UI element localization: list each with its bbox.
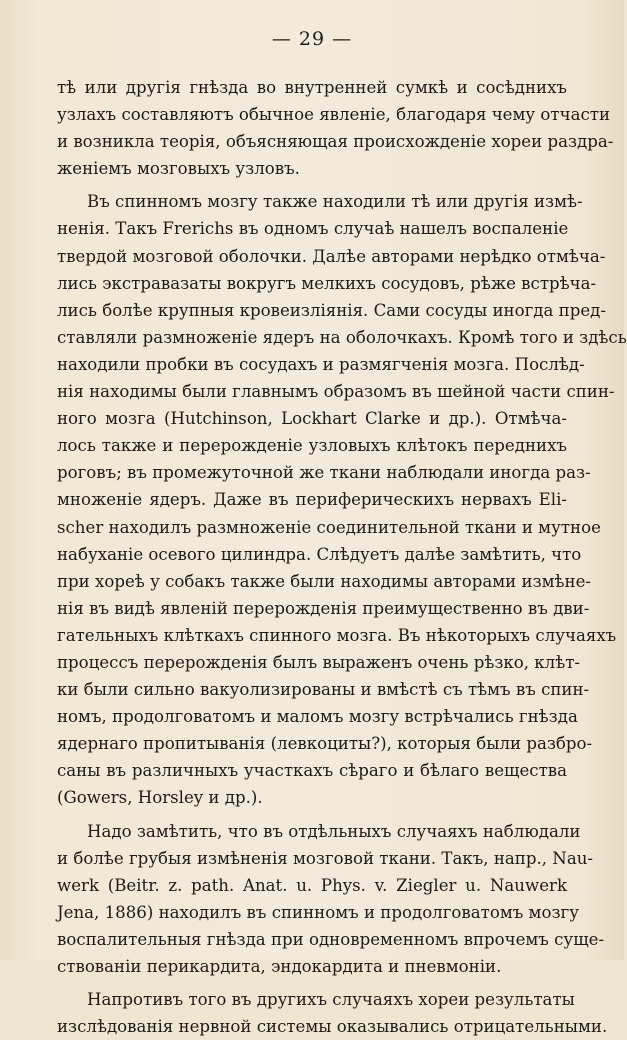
text-line: лись экстравазаты вокругъ мелкихъ сосудовъ, рѣже встрѣча- (57, 273, 597, 293)
text-line: изслѣдованія нервной системы оказывались отрицательными. (57, 1017, 608, 1037)
text-line: ненія. Такъ Frerichs въ одномъ случаѣ нашелъ воспаленіе (57, 219, 569, 239)
text-line: узлахъ составляютъ обычное явленіе, благодаря чему отчасти (57, 105, 610, 125)
text-line: лось также и перерожденіе узловыхъ клѣтокъ переднихъ (57, 436, 567, 456)
text-line: ки были сильно вакуолизированы и вмѣстѣ съ тѣмъ въ спин- (57, 680, 590, 700)
text-line: Напротивъ того въ другихъ случаяхъ хореи результаты (87, 990, 575, 1010)
text-line: ставляли размноженіе ядеръ на оболочкахъ. Кромѣ того и здѣсь (57, 327, 627, 347)
paragraph (57, 986, 608, 1040)
text-line: множеніе ядеръ. Даже въ периферическихъ нервахъ Eli- (57, 490, 567, 510)
text-line: набуханіе осевого цилиндра. Слѣдуетъ далѣе замѣтить, что (57, 544, 582, 564)
page-number: — 29 — (271, 28, 353, 50)
text-line: нія въ видѣ явленій перерожденія преимущественно въ дви- (57, 598, 590, 618)
text-line: нія находимы были главнымъ образомъ въ шейной части спин- (57, 382, 615, 402)
text-line: и болѣе грубыя измѣненія мозговой ткани. Такъ, напр., Nau- (57, 848, 594, 868)
text-line: гательныхъ клѣткахъ спинного мозга. Въ нѣкоторыхъ случаяхъ (57, 625, 617, 645)
text-line: ного мозга (Hutchinson, Lockhart Clarke и др.). Отмѣча- (57, 409, 567, 429)
text-line: саны въ различныхъ участкахъ сѣраго и бѣлаго вещества (57, 761, 567, 781)
text-line: Въ спинномъ мозгу также находили тѣ или другія измѣ- (87, 192, 583, 212)
paragraph (57, 74, 614, 182)
text-line: процессъ перерожденія былъ выраженъ очень рѣзко, клѣт- (57, 652, 580, 672)
text-line: werk (Beitr. z. path. Anat. u. Phys. v. Ziegler u. Nauwerk (57, 875, 567, 895)
text-line: и возникла теорія, объясняющая происхожденіе хореи раздра- (57, 132, 614, 152)
text-line: лись болѣе крупныя кровеизліянія. Сами сосуды иногда пред- (57, 300, 606, 320)
text-line: роговъ; въ промежуточной же ткани наблюдали иногда раз- (57, 463, 591, 483)
paragraph (57, 818, 605, 981)
text-line: женіемъ мозговыхъ узловъ. (57, 159, 300, 179)
text-line: (Gowers, Horsley и др.). (57, 788, 263, 808)
text-line: номъ, продолговатомъ и маломъ мозгу встрѣчались гнѣзда (57, 707, 578, 727)
text-line: твердой мозговой оболочки. Далѣе авторами нерѣдко отмѣча- (57, 246, 606, 266)
page-text (57, 74, 627, 1040)
text-line: тѣ или другія гнѣзда во внутренней сумкѣ и сосѣднихъ (57, 78, 567, 97)
text-line: воспалительныя гнѣзда при одновременномъ впрочемъ суще- (57, 929, 605, 949)
text-line: ядернаго пропитыванія (левкоциты?), которыя были разбро- (57, 734, 593, 754)
text-line: находили пробки въ сосудахъ и размягченія мозга. Послѣд- (57, 354, 585, 374)
text-line: Jena, 1886) находилъ въ спинномъ и продолговатомъ мозгу (57, 902, 579, 922)
text-line: Надо замѣтить, что въ отдѣльныхъ случаяхъ наблюдали (87, 821, 581, 841)
text-line: ствованіи перикардита, эндокардита и пневмоніи. (57, 957, 502, 976)
paragraph (57, 188, 627, 811)
text-line: при хореѣ у собакъ также были находимы авторами измѣне- (57, 571, 592, 591)
text-line: scher находилъ размноженіе соединительной ткани и мутное (57, 517, 601, 537)
